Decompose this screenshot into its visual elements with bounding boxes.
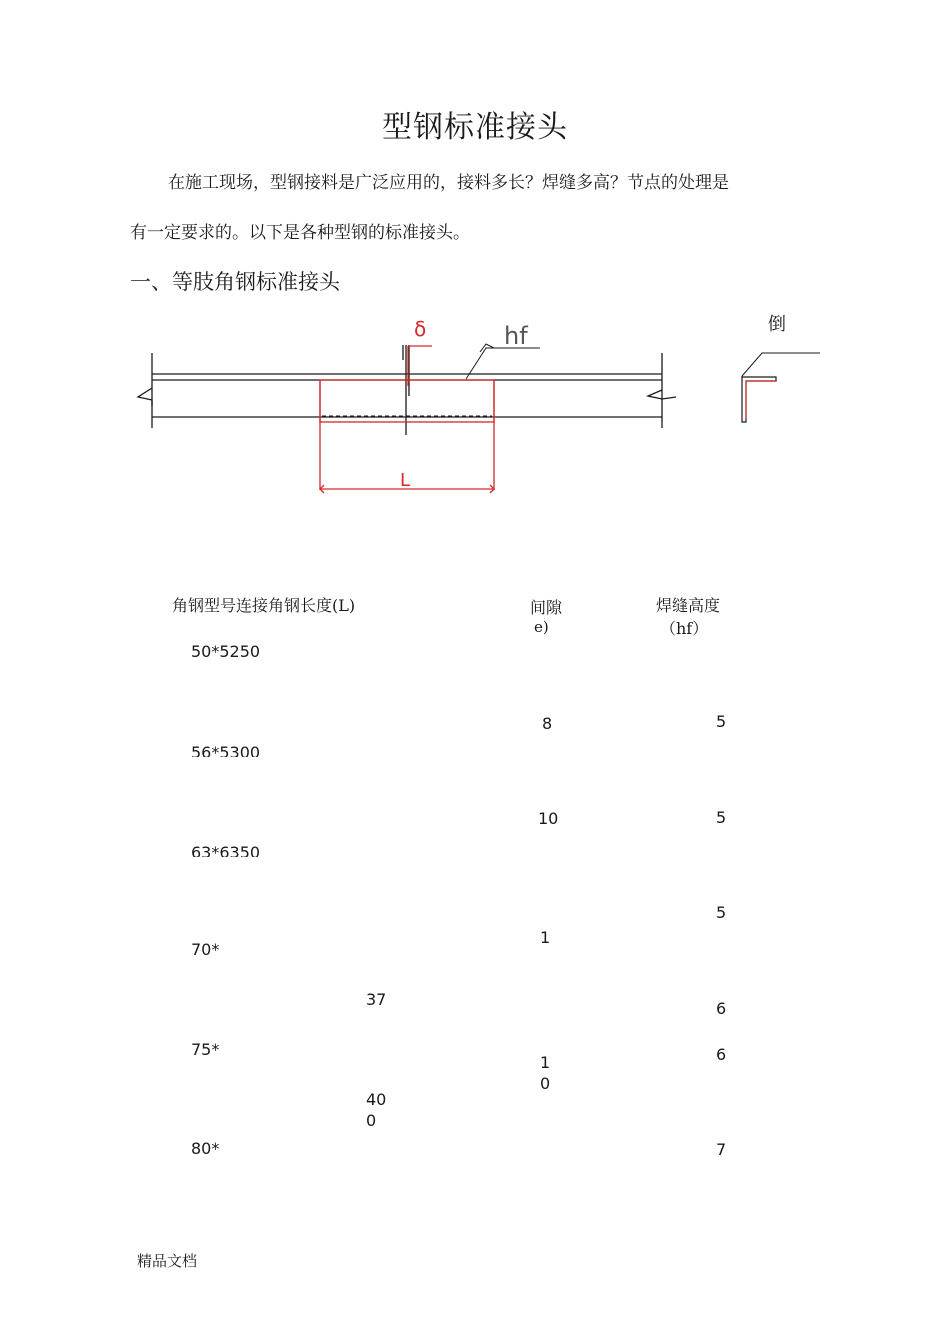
table-cell: 0 — [540, 1074, 551, 1093]
table-cell: 40 — [366, 1090, 387, 1109]
header-gap-sub: e) — [534, 618, 549, 636]
table-cell: 6 — [716, 1045, 727, 1064]
table-cell: 63*6350 — [191, 843, 261, 857]
table-cell: 7 — [716, 1140, 727, 1159]
hf-label: hf — [504, 322, 528, 350]
hidden-line — [322, 392, 492, 416]
table-cell: 5 — [716, 808, 727, 827]
table-cell: 50*5250 — [191, 642, 261, 661]
intro-line-1: 在施工现场，型钢接料是广泛应用的，接料多长？焊缝多高？节点的处理是 — [168, 173, 729, 193]
header-weld-height-sub: （hf） — [660, 619, 709, 638]
page-title: 型钢标准接头 — [382, 110, 568, 145]
table-cell: 56*5300 — [191, 743, 261, 757]
section-heading: 一、等肢角钢标准接头 — [130, 270, 340, 294]
header-weld-height: 焊缝高度 — [656, 596, 721, 615]
table-cell: 8 — [542, 714, 553, 733]
side-section — [742, 353, 820, 422]
table-cell: 1 — [540, 1053, 551, 1072]
table-cell: 5 — [716, 712, 727, 731]
side-label: 倒 — [768, 314, 786, 335]
table-cell: 5 — [716, 903, 727, 922]
angle-steel-joint-diagram — [0, 300, 950, 510]
table-cell: 75* — [191, 1040, 220, 1059]
header-model-length: 角钢型号连接角钢长度(L) — [172, 596, 356, 615]
delta-label: δ — [414, 317, 427, 341]
table-cell: 80* — [191, 1139, 220, 1158]
table-cell: 70* — [191, 940, 220, 959]
header-gap: 间隙 — [530, 598, 563, 617]
footer-watermark: 精品文档 — [137, 1252, 198, 1270]
table-cell: 1 — [540, 928, 551, 947]
table-cell: 37 — [366, 990, 387, 1009]
table-cell: 0 — [366, 1111, 377, 1130]
table-cell: 10 — [538, 809, 559, 828]
table-cell: 6 — [716, 999, 727, 1018]
intro-line-2: 有一定要求的。以下是各种型钢的标准接头。 — [130, 223, 470, 243]
length-label: L — [400, 470, 411, 491]
